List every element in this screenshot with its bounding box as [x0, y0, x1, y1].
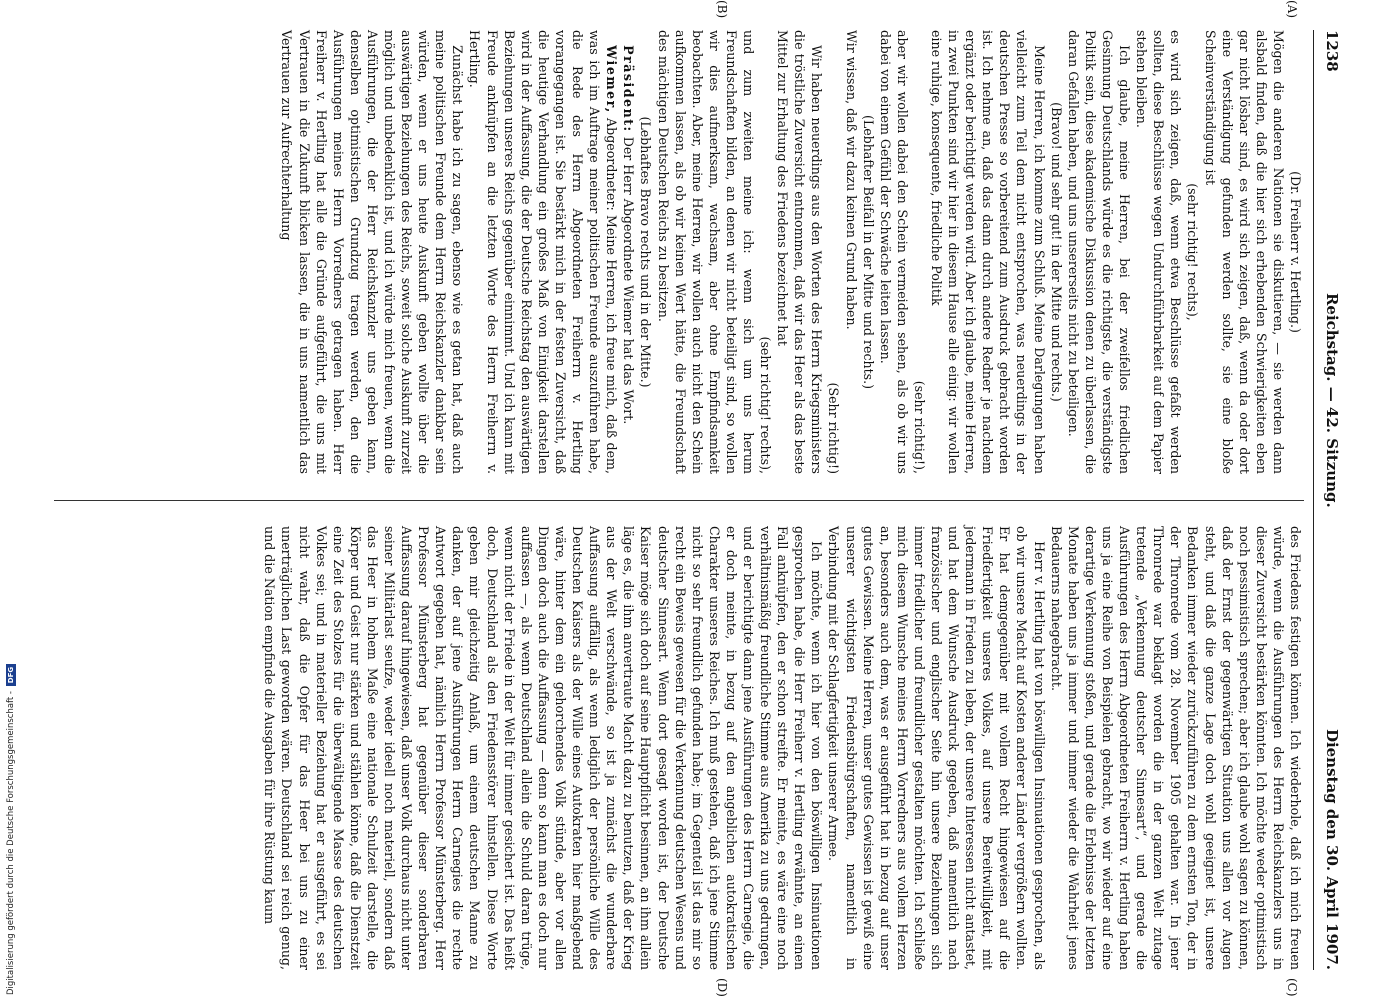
paragraph: Ich glaube, meine Herren, bei der zweifellos friedlichen Gesinnung Deutschlands würde es die richtigste, die verständigste Politik sein, diese akademische Diskussion denen zu überlassen, die daran Gefallen haben, und uns unsererseits nicht zu beteiligen. — [1065, 30, 1133, 474]
margin-marker-d: (D) — [715, 978, 729, 997]
dfg-logo: DFG — [6, 664, 16, 686]
interjection: (sehr richtig!), — [911, 380, 927, 474]
credit-text: Digitalisierung gefördert durch die Deutsche Forschungsgemeinschaft - — [6, 691, 16, 995]
margin-marker-c: (C) — [1285, 978, 1299, 997]
page-header — [1313, 30, 1340, 970]
speaker-name: Wiemer, — [604, 45, 620, 114]
page-number: 1238 — [1323, 30, 1341, 72]
interjection: (Sehr richtig!) — [826, 382, 842, 474]
header-date: Dienstag den 30. April 1907. — [1323, 728, 1341, 970]
interjection: (Bravo! und sehr gut! in der Mitte und rechts.) — [1048, 102, 1064, 402]
margin-marker-b: (B) — [715, 0, 729, 19]
paragraph: Mögen die anderen Nationen sie diskutieren, — sie werden dann alsbald finden, daß die hier sich erhebenden Schwierigkeiten eben gar nicht lösbar sind, es wird sich zeigen, daß, wenn da oder dort eine Verständigung gefunden werden sollte, sie eine bloße Scheinverständigung ist — [1202, 30, 1286, 474]
paragraph: Ich möchte, wenn ich hier von den böswilligen Insinuationen gesprochen habe, die Herr Freiherr v. Hertling erwähnte, an einen Fall anknüpfen, den er schon streifte. Er meinte, es wäre eine noch verhältnismäßig freundliche Stimme aus Amerika zu uns gedrungen, und er berichtigte dann jene Ausführungen des Herrn Carnegie, die er doch meinte, in bezug auf den angeblichen autokratischen Charakter unseres Reiches. Ich muß gestehen, daß ich jene Stimme nicht so sehr freundlich gefunden habe; im Gegenteil ist das mir so recht ein Beweis gewesen für die Verkennung deutschen Wesens und deutscher Sinnesart. Wenn dort gesagt worden ist, der Deutsche Kaiser möge sich doch auf seine Hauptpflicht besinnen, an ihm allein läge es, die ihm anvertraute Macht dazu zu benutzen, daß der Krieg aus der Welt verschwände, so ist ja zunächst die wunderbare Auffassung auffällig, als wenn lediglich der persönliche Wille des Deutschen Kaisers als der Wille eines Autokraten hier maßgebend wäre, hinter dem ein gehorchendes Volk stünde, aber vor allen Dingen doch auch die Auffassung — denn so kann man es doch nur auffassen —, als wenn Deutschland allein die Schuld daran trüge, wenn nicht der Friede in der Welt für immer gesichert ist. Das heißt doch, Deutschland als den Friedensstörer hinstellen. Diese Worte geben mir gleichzeitig Anlaß, um einem deutschen Manne zu danken, der auf jene Ausführungen Herrn Carnegies die rechte Antwort gegeben hat, nämlich Herrn Professor Münsterberg. Herr Professor Münsterberg hat gegenüber dieser sonderbaren Auffassung darauf hingewiesen, daß unser Volk durchaus nicht unter seiner Militärlast seufze, weder ideell noch materiell, sondern daß das Heer in hohem Maße eine nationale Schulzeit darstelle, die Körper und Geist nur stärken und stählen könne, daß die Dienstzeit eine Zeit des Stolzes für die überwältigende Masse des deutschen Volkes sei; und in materieller Beziehung hat er ausgeführt, es sei nicht wahr, daß die Opfer für das Heer bei uns zu einer unerträglichen Last geworden wären. Deutschland sei reich genug, und die Nation empfinde die Ausgaben für ihre Rüstung kaum — [262, 526, 825, 970]
president-text: Der Herr Abgeordnete Wiemer hat das Wort. — [621, 136, 637, 425]
interjection: (sehr richtig! rechts), — [1185, 183, 1201, 321]
header-title: Reichstag. — 42. Sitzung. — [1323, 292, 1341, 508]
president-label: Präsident: — [621, 45, 637, 133]
paragraph: Zunächst habe ich zu sagen, ebenso wie es getan hat, daß auch meine politischen Freunde dem Herrn Reichskanzler dankbar sein würden, wenn er uns heute Auskunft geben wollte über die auswärtigen Beziehungen des Reichs, soweit solche Auskunft zurzeit möglich und unbedenklich ist, und ich würde mich freuen, wenn die Ausführungen, die der Herr Reichskanzler uns geben kann, denselben optimistischen Grundzug tragen werden, den die Ausführungen meines Herrn Vorredners getragen haben. Herr Freiherr v. Hertling hat alle die Gründe aufgeführt, die uns mit Vertrauen in die Zukunft blicken lassen, die in uns namentlich das Vertrauen zur Aufrechterhaltung — [279, 30, 466, 474]
column-divider — [54, 500, 1304, 501]
left-column — [278, 30, 1304, 474]
paragraph: Wir wissen, daß wir dazu keinen Grund haben. — [843, 30, 859, 330]
paragraph: Wir haben neuerdings aus den Worten des Herrn Kriegsministers die tröstliche Zuversicht entnommen, daß wir das Heer als das beste Mittel zur Erhaltung des Friedens bezeichnet hat — [775, 30, 825, 474]
paragraph: aber wir wollen dabei den Schein vermeiden sehen, als ob wir uns dabei von einem Gefühl der Schwäche leiten lassen. — [877, 30, 910, 474]
paragraph: des Friedens festigen können. Ich wiederhole, daß ich mich freuen würde, wenn die Ausführungen des Herrn Reichskanzlers uns in dieser Zuversicht bestärken könnten. Ich möchte weder optimistisch noch pessimistisch sprechen; aber ich glaube wohl sagen zu können, daß der Ernst der gegenwärtigen Situation uns allen vor Augen steht, und daß die ganze Lage doch wohl geeignet ist, unsere Bedanken immer wieder zurückzuführen zu dem ernsten Ton, der in der Thronrede vom 28. November 1905 gehalten war. In jener Thronrede war beklagt worden die in der ganzen Welt zutage tretende „Verkennung deutscher Sinnesart“, und gerade die Ausführungen des Herrn Abgeordneten Freiherrn v. Hertling haben uns ja eine Reihe von Beispielen gebracht, wo wir wieder auf eine derartige Verkennung stoßen, und gerade die Erlebnisse der letzten Monate haben uns ja immer und immer wieder die Wahrheit jenes Bedauerns nahegebracht. — [1048, 526, 1303, 970]
paragraph: und zum zweiten meine ich: wenn sich um uns herum Freundschaften bilden, an denen wir nicht beteiligt sind, so wollen wir dies aufmerksam, wachsam, aber ohne Empfindsamkeit beobachten. Aber, meine Herren, wir wollen auch nicht den Schein aufkommen lassen, als ob wir keinen Wert hätte, die Freundschaft des mächtigen Deutschen Reichs zu besitzen. — [655, 30, 756, 474]
speaker-note: (Dr. Freiherr v. Hertling.) — [1288, 171, 1303, 333]
interjection: (sehr richtig! rechts), — [758, 336, 774, 474]
digitization-credit — [6, 664, 16, 995]
right-column — [261, 526, 1304, 970]
president-statement — [620, 30, 637, 474]
interjection: (Lebhafter Beifall in der Mitte und rechts.) — [860, 114, 876, 390]
rotated-document-page — [50, 0, 1341, 997]
paragraph: Herr v. Hertling hat von böswilligen Insinuationen gesprochen, als ob wir unsere Macht auf Kosten anderer Länder vergrößern wollten. Er hat demgegenüber mit vollem Recht hingewiesen auf die Friedfertigkeit unseres Volkes, auf unsere Bereitwilligkeit, mit jedermann in Frieden zu leben, der unsere Interessen nicht antastet, und hat dem Wunsche Ausdruck gegeben, daß namentlich nach französischer und englischer Seite hin unsere Beziehungen sich immer friedlicher und freundlicher gestalten möchten. Ich schließe mich diesem Wunsche meines Herrn Vorredners aus vollem Herzen an, besonders auch dem, was er ausgeführt hat in bezug auf unser gutes Gewissen. Meine Herren, unser gutes Gewissen ist gewiß eine unserer wichtigsten Friedensbürgschaften, namentlich in Verbindung mit der Schlagfertigkeit unserer Armee. — [826, 526, 1047, 970]
speech-text: Meine Herren, ich freue mich, daß dem, was ich im Auftrage meiner politischen Freunde auszuführen habe, die Rede des Herrn Abgeordneten Freiherrn v. Hertling vorangegangen ist. Sie bestärkt mich in der festen Zuversicht, daß die heutige Verhandlung ein großes Maß von Einigkeit darstellen wird in der Auffassung, die der Deutsche Reichstag den auswärtigen Beziehungen unseres Reichs gegenüber einnimmt. Und ich kann mit Freude anknüpfen an die letzten Worte des Herrn Freiherrn v. Hertling. — [467, 30, 620, 474]
speaker-title: Abgeordneter: — [604, 118, 620, 211]
interjection: (Lebhaftes Bravo rechts und in der Mitte.) — [638, 116, 654, 388]
paragraph: es wird sich zeigen, daß, wenn etwa Beschlüsse gefaßt werden sollten, diese Beschlüsse wegen Undurchführbarkeit auf dem Papier stehen bleiben. — [1134, 30, 1184, 474]
paragraph: Meine Herren, ich komme zum Schluß. Meine Darlegungen haben vielleicht zum Teil dem nicht entsprochen, was neuerdings in der deutschen Presse so vorbereitend zum Ausdruck gebracht worden ist. Ich nehme an, daß das dann durch andere Redner je nachdem ergänzt oder berichtigt werden wird. Aber ich glaube, meine Herren, in zwei Punkten sind wir hier in diesem Hause alle einig: wir wollen eine ruhige, konsequente, friedliche Politik — [929, 30, 1047, 474]
margin-marker-a: (A) — [1285, 0, 1299, 19]
speech-opening — [466, 30, 620, 474]
